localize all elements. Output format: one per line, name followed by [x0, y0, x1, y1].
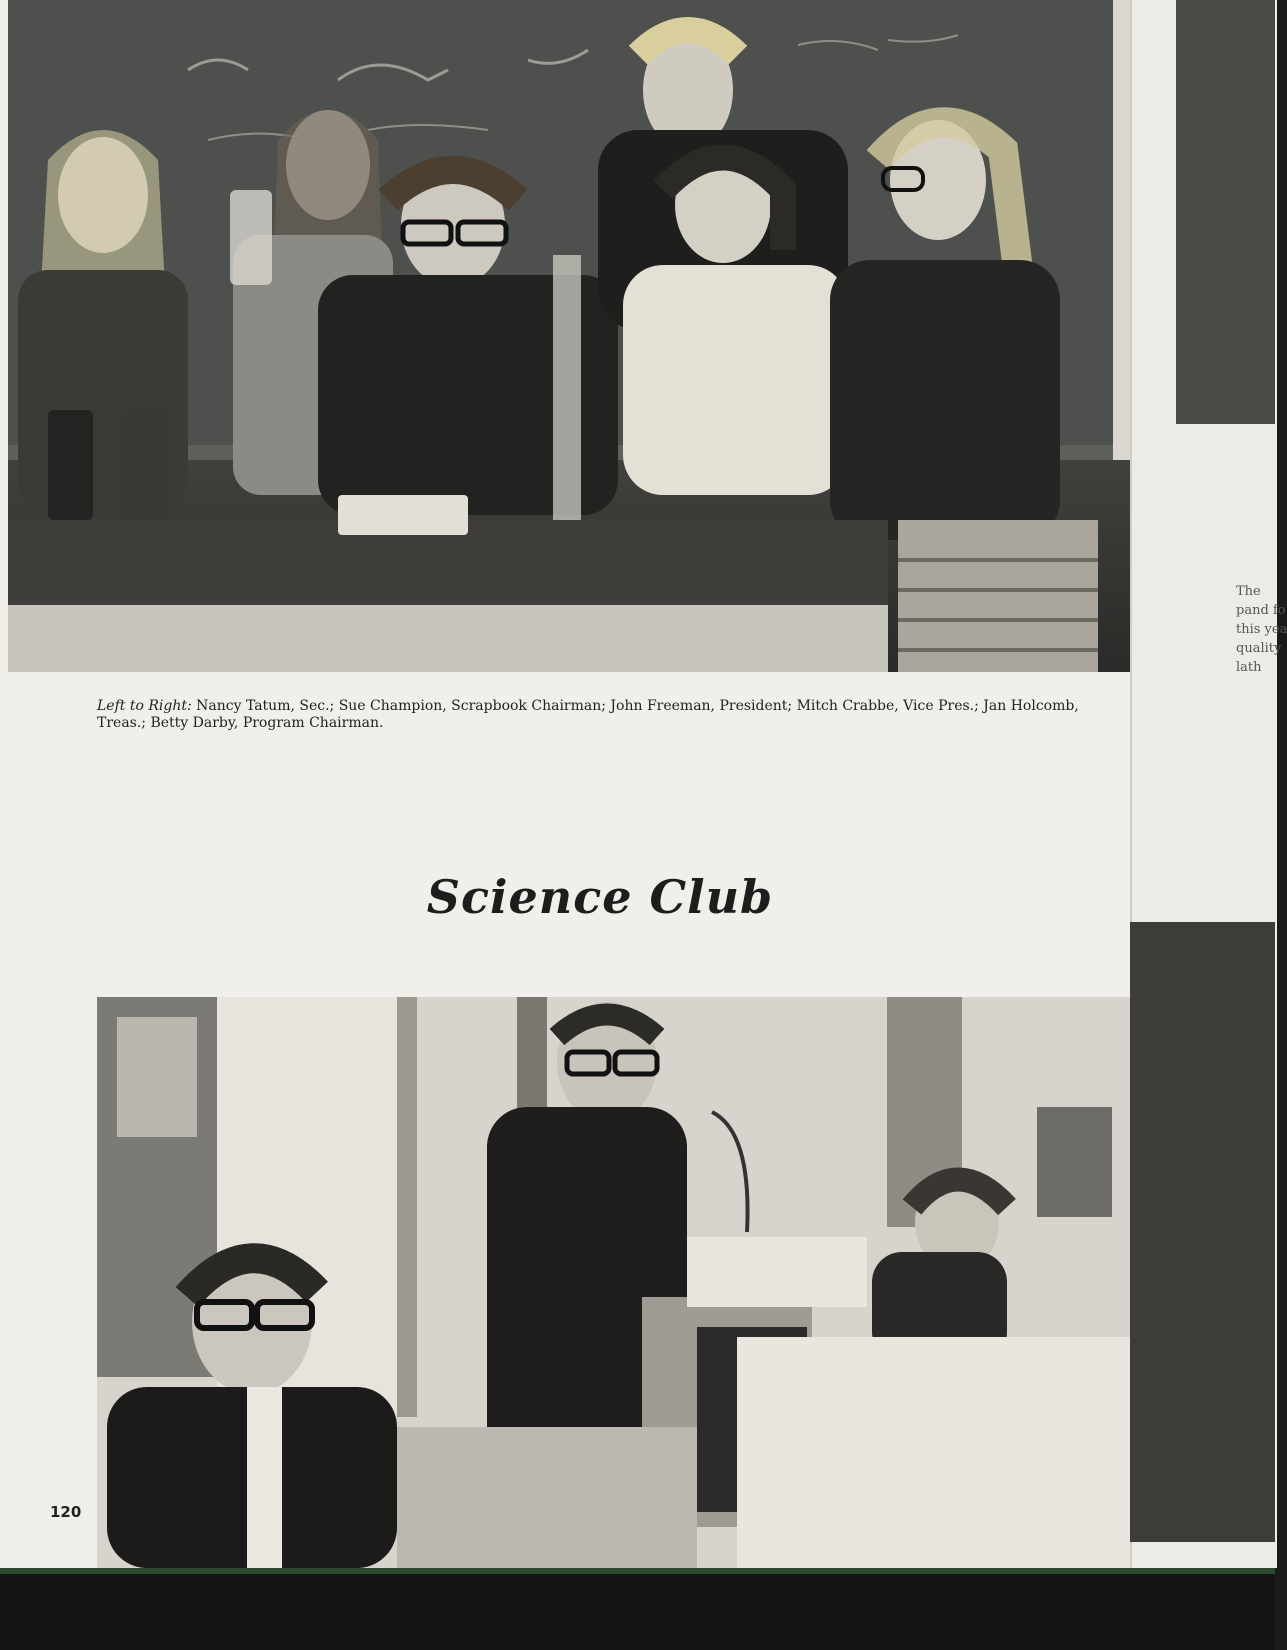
adjacent-page-text [1236, 582, 1287, 677]
binding-cloth-strip [0, 1568, 1275, 1574]
photo-caption [97, 698, 1097, 732]
adjacent-text-line: pand fo [1236, 603, 1286, 618]
adjacent-text-line: quality [1236, 641, 1282, 656]
top-photo-lab-group [8, 0, 1130, 672]
adjacent-text-line: The [1236, 584, 1261, 599]
speaker-photo-illustration [97, 997, 1130, 1568]
book-binding-edge [0, 1568, 1275, 1650]
adjacent-text-line: this yea [1236, 622, 1287, 637]
page-title: Science Club [426, 870, 774, 924]
lab-photo-illustration [8, 0, 1130, 672]
adjacent-photo-bottom [1130, 922, 1275, 1542]
page-number: 120 [50, 1503, 82, 1521]
adjacent-photo-top [1176, 0, 1275, 424]
bottom-photo-speaker [97, 997, 1130, 1568]
adjacent-text-line: lath [1236, 660, 1262, 675]
caption-names: Nancy Tatum, Sec.; Sue Champion, Scrapbook Chairman; John Freeman, President; Mitch Crabbe, Vice Pres.; Jan Holcomb, Treas.; Betty Darby, Program Chairman. [97, 698, 1079, 731]
caption-lead: Left to Right: [97, 698, 192, 714]
